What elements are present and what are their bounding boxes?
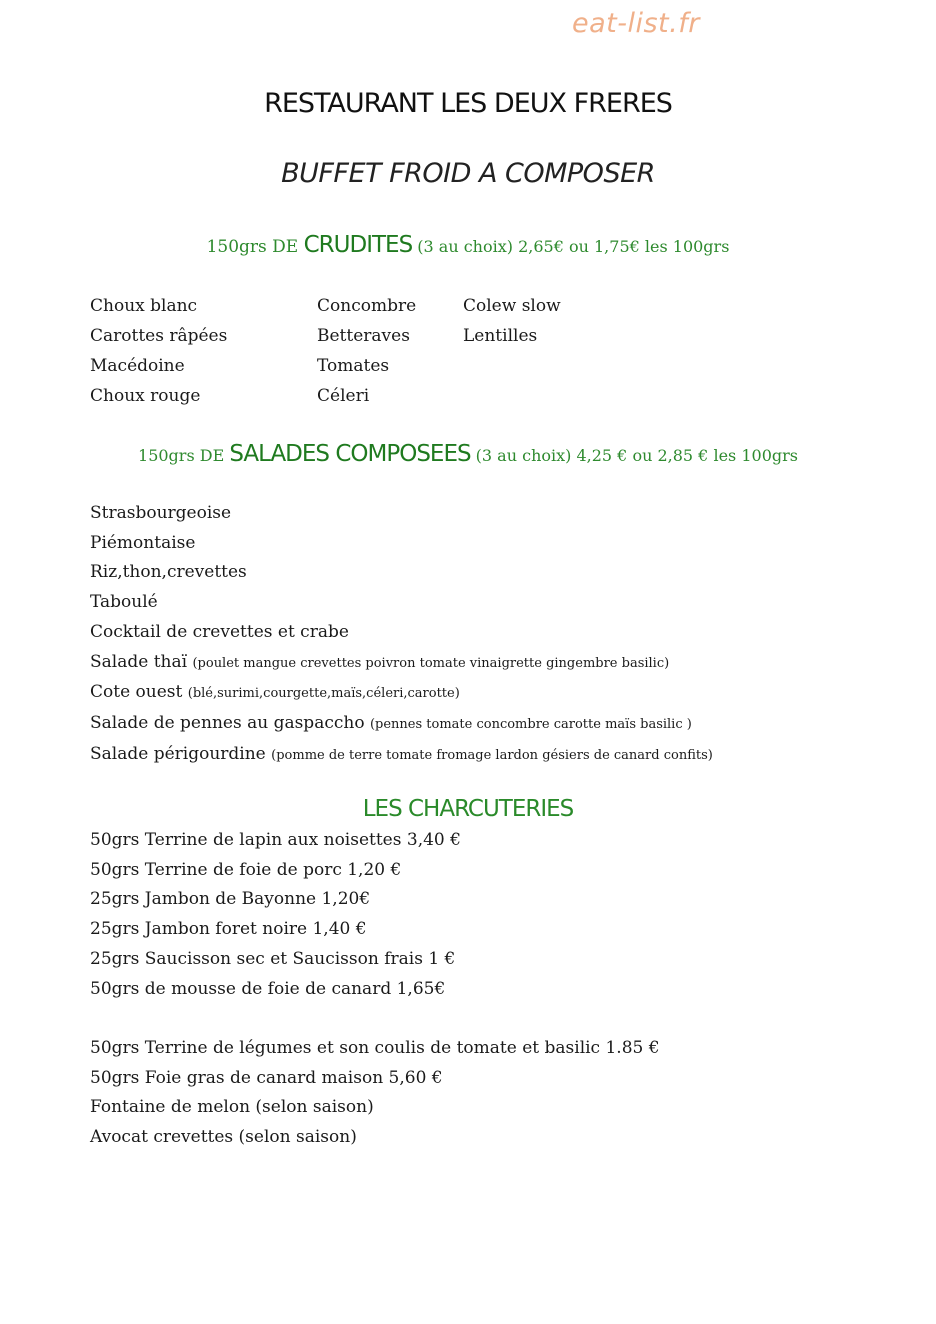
list-item: Macédoine — [90, 356, 185, 376]
list-item: Concombre — [317, 296, 417, 316]
item-name: Salade thaï — [90, 651, 193, 672]
list-item: Choux rouge — [90, 386, 201, 406]
watermark: eat-list.fr — [572, 8, 700, 39]
crudites-column-1 — [90, 291, 227, 411]
list-item: 50grs Terrine de foie de porc 1,20 € — [90, 859, 402, 880]
list-item: 50grs de mousse de foie de canard 1,65€ — [90, 978, 446, 999]
list-item — [90, 740, 713, 771]
list-item: Fontaine de melon (selon saison) — [90, 1097, 374, 1118]
item-name: Salade périgourdine — [90, 743, 272, 764]
list-item: 50grs Terrine de lapin aux noisettes 3,40 € — [90, 830, 461, 850]
list-item — [90, 558, 713, 588]
item-note: (pomme de terre tomate fromage lardon gésiers de canard confits) — [271, 747, 713, 763]
item-name: Taboulé — [90, 592, 158, 613]
charcuteries-heading: LES CHARCUTERIES — [362, 796, 574, 822]
list-item — [90, 648, 713, 679]
salades-price: (3 au choix) 4,25 € ou 2,85 € les 100grs — [470, 446, 798, 465]
item-name: Strasbourgeoise — [90, 503, 232, 523]
list-item: 25grs Saucisson sec et Saucisson frais 1 € — [90, 948, 456, 969]
crudites-heading — [0, 232, 936, 258]
list-item: Betteraves — [317, 326, 410, 346]
list-item: Lentilles — [463, 326, 538, 346]
menu-subtitle: BUFFET FROID A COMPOSER — [281, 158, 655, 189]
item-name: Salade de pennes au gaspaccho — [90, 712, 370, 733]
list-item: Carottes râpées — [90, 326, 228, 346]
crudites-price: (3 au choix) 2,65€ ou 1,75€ les 100grs — [412, 237, 730, 256]
salades-list — [90, 499, 713, 770]
list-item: Tomates — [317, 356, 390, 376]
list-item: 50grs Terrine de légumes et son coulis de tomate et basilic 1.85 € — [90, 1038, 660, 1058]
list-item — [90, 588, 713, 618]
crudites-column-2 — [317, 291, 416, 411]
item-note: (blé,surimi,courgette,maïs,céleri,carotte) — [187, 686, 460, 702]
list-item — [90, 499, 713, 529]
salades-heading — [0, 441, 936, 467]
item-name: Riz,thon,crevettes — [90, 562, 247, 583]
list-item: Colew slow — [463, 296, 561, 316]
crudites-prefix: 150grs DE — [206, 237, 304, 257]
restaurant-title: RESTAURANT LES DEUX FRERES — [264, 88, 672, 119]
list-item: Céleri — [317, 386, 370, 406]
list-item — [90, 678, 713, 709]
list-item — [90, 618, 713, 648]
salades-name: SALADES COMPOSEES — [229, 441, 471, 467]
list-item: Avocat crevettes (selon saison) — [90, 1127, 357, 1148]
extras-list — [90, 1034, 660, 1153]
list-item: 50grs Foie gras de canard maison 5,60 € — [90, 1067, 443, 1088]
item-name: Cocktail de crevettes et crabe — [90, 621, 349, 642]
item-note: (poulet mangue crevettes poivron tomate vinaigrette gingembre basilic) — [192, 655, 670, 671]
item-name: Piémontaise — [90, 532, 196, 553]
list-item — [90, 709, 713, 740]
crudites-name: CRUDITES — [303, 232, 413, 258]
list-item: 25grs Jambon de Bayonne 1,20€ — [90, 889, 371, 910]
item-name: Cote ouest — [90, 682, 188, 703]
list-item: 25grs Jambon foret noire 1,40 € — [90, 919, 367, 940]
crudites-column-3 — [463, 291, 561, 351]
item-note: (pennes tomate concombre carotte maïs basilic ) — [369, 716, 692, 732]
list-item: Choux blanc — [90, 296, 198, 316]
salades-prefix: 150grs DE — [138, 446, 230, 465]
list-item — [90, 529, 713, 559]
charcuteries-list — [90, 826, 461, 1004]
